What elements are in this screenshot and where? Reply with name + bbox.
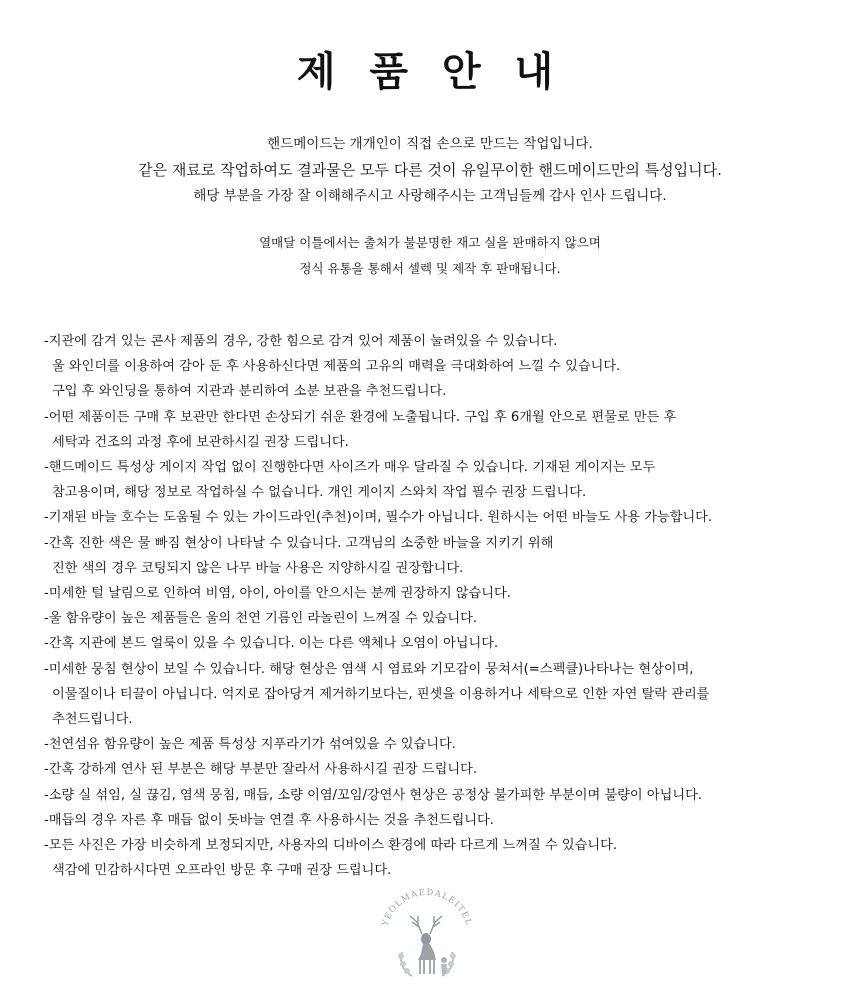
note-item: [44, 455, 844, 505]
notice-paragraph: [0, 230, 860, 282]
deer-icon: [372, 882, 482, 982]
note-line: -천연섬유 함유량이 높은 제품 특성상 지푸라기가 섞여있을 수 있습니다.: [44, 737, 456, 753]
intro-paragraph: [0, 131, 860, 209]
note-line: 울 와인더를 이용하여 감아 둔 후 사용하신다면 제품의 고유의 매력을 극대화하여 느낄 수 있습니다.: [52, 359, 621, 375]
note-line: 진한 색의 경우 코팅되지 않은 나무 바늘 사용은 지양하시길 권장합니다.: [52, 560, 464, 576]
note-line: -핸드메이드 특성상 게이지 작업 없이 진행한다면 사이즈가 매우 달라질 수 있습니다. 기재된 게이지는 모두: [44, 460, 656, 476]
note-item: [44, 329, 844, 405]
note-line: -간혹 진한 색은 물 빠짐 현상이 나타날 수 있습니다. 고객님의 소중한 바늘을 지키기 위해: [44, 535, 554, 551]
note-item: [44, 732, 844, 757]
note-line: 이물질이나 티끌이 아닙니다. 억지로 잡아당겨 제거하기보다는, 핀셋을 이용하거나 세탁으로 인한 자연 탈락 관리를: [52, 686, 710, 702]
note-line: -모든 사진은 가장 비슷하게 보정되지만, 사용자의 디바이스 환경에 따라 다르게 느껴질 수 있습니다.: [44, 838, 618, 854]
note-item: [44, 581, 844, 606]
note-line: 추천드립니다.: [52, 712, 133, 728]
note-item: [44, 808, 844, 833]
note-item: [44, 757, 844, 782]
note-item: [44, 606, 844, 631]
note-item: [44, 405, 844, 455]
note-line: 세탁과 건조의 과정 후에 보관하시길 권장 드립니다.: [52, 434, 349, 450]
note-item: [44, 631, 844, 656]
intro-line: 같은 재료로 작업하여도 결과물은 모두 다른 것이 유일무이한 핸드메이드만의 특성입니다.: [138, 161, 722, 179]
notes-list: [44, 329, 844, 883]
note-line: -울 함유량이 높은 제품들은 울의 천연 기름인 라놀린이 느껴질 수 있습니다.: [44, 611, 478, 627]
notice-line: 정식 유통을 통해서 셀렉 및 제작 후 판매됩니다.: [299, 261, 561, 276]
note-item: [44, 657, 844, 733]
note-item: [44, 531, 844, 581]
note-line: 구입 후 와인딩을 통하여 지관과 분리하여 소분 보관을 추천드립니다.: [52, 384, 447, 400]
note-line: -매듭의 경우 자른 후 매듭 없이 돗바늘 연결 후 사용하시는 것을 추천드립니다.: [44, 812, 494, 828]
svg-text:YEOLMAEDALEITEL: YEOLMAEDALEITEL: [380, 887, 474, 928]
note-line: -기재된 바늘 호수는 도움될 수 있는 가이드라인(추천)이며, 필수가 아닙니다. 원하시는 어떤 바늘도 사용 가능합니다.: [44, 510, 713, 526]
note-line: -간혹 지관에 본드 얼룩이 있을 수 있습니다. 이는 다른 액체나 오염이 아닙니다.: [44, 636, 499, 652]
note-item: [44, 833, 844, 883]
page-title: 제 품 안 내: [296, 49, 564, 95]
brand-logo: [372, 882, 482, 982]
note-line: -간혹 강하게 연사 된 부분은 해당 부분만 잘라서 사용하시길 권장 드립니다.: [44, 762, 478, 778]
note-line: -미세한 뭉침 현상이 보일 수 있습니다. 해당 현상은 염색 시 염료와 기모감이 뭉쳐서(=스펙클)나타나는 현상이며,: [44, 661, 694, 677]
note-line: -지관에 감겨 있는 콘사 제품의 경우, 강한 힘으로 감겨 있어 제품이 눌려있을 수 있습니다.: [44, 334, 558, 349]
note-item: [44, 783, 844, 808]
note-line: -소량 실 섞임, 실 끊김, 염색 뭉침, 매듭, 소량 이염/꼬임/강연사 현상은 공정상 불가피한 부분이며 불량이 아닙니다.: [44, 787, 703, 803]
notice-line: 열매달 이틀에서는 출처가 불분명한 재고 실을 판매하지 않으며: [259, 235, 601, 250]
intro-line: 해당 부분을 가장 잘 이해해주시고 사랑해주시는 고객님들께 감사 인사 드립니다.: [193, 188, 667, 204]
note-line: -어떤 제품이든 구매 후 보관만 한다면 손상되기 쉬운 환경에 노출됩니다. 구입 후 6개월 안으로 편물로 만든 후: [44, 409, 677, 425]
intro-line: 핸드메이드는 개개인이 직접 손으로 만드는 작업입니다.: [267, 136, 593, 152]
note-item: [44, 505, 844, 530]
note-line: 색감에 민감하시다면 오프라인 방문 후 구매 권장 드립니다.: [52, 863, 392, 879]
note-line: 참고용이며, 해당 정보로 작업하실 수 없습니다. 개인 게이지 스와치 작업 필수 권장 드립니다.: [52, 485, 587, 501]
note-line: -미세한 털 날림으로 인하여 비염, 아이, 아이를 안으시는 분께 권장하지 않습니다.: [44, 586, 511, 602]
